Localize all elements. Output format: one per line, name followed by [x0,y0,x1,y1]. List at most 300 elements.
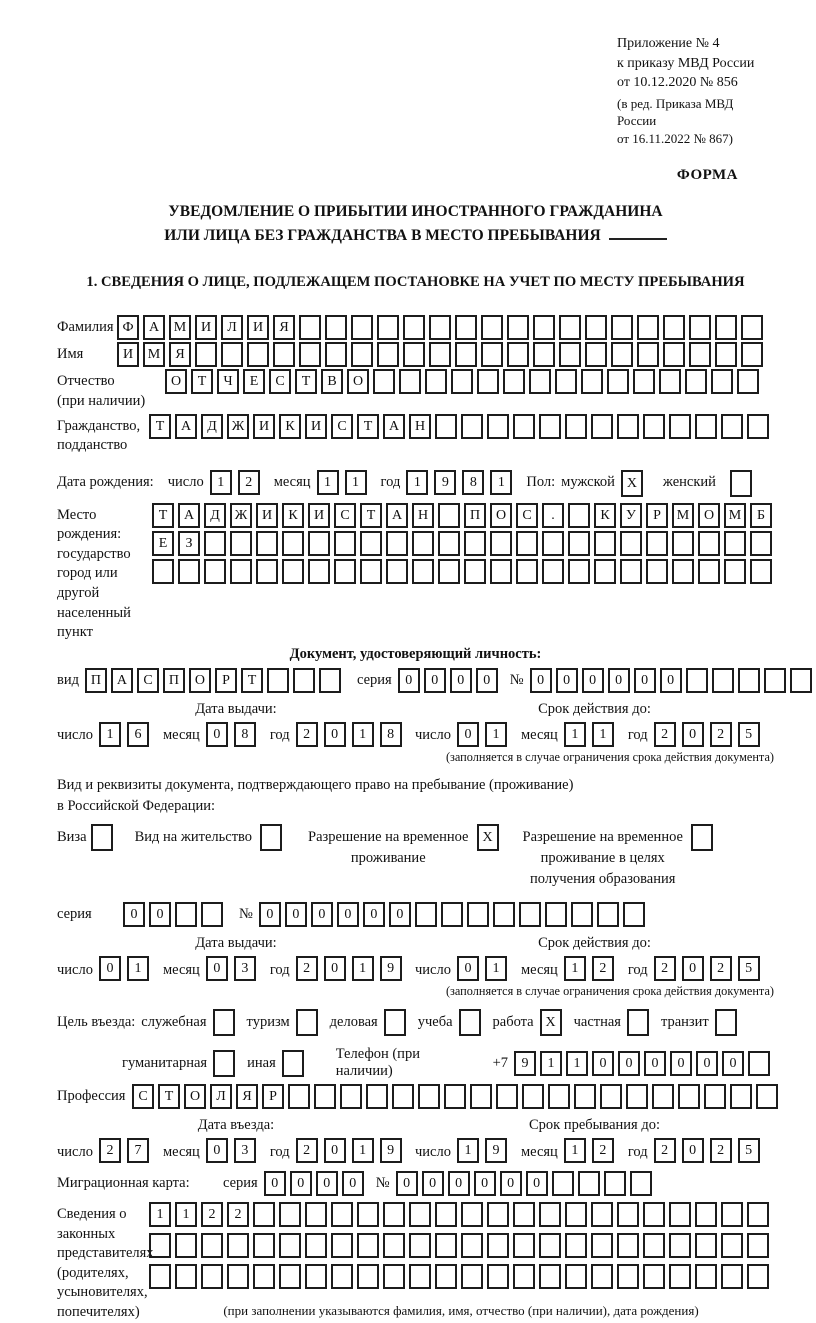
form-cell[interactable] [435,1233,457,1258]
purpose-humanitarian-checkbox[interactable] [213,1050,235,1077]
form-cell[interactable] [464,559,486,584]
form-cell[interactable] [663,342,685,367]
form-cell[interactable] [617,1264,639,1289]
digit-cell[interactable]: 0 [206,956,228,981]
form-cell[interactable] [643,414,665,439]
form-cell[interactable]: 1 [566,1051,588,1076]
form-cell[interactable]: О [184,1084,206,1109]
digit-cell[interactable]: 1 [564,956,586,981]
form-cell[interactable]: Д [201,414,223,439]
form-cell[interactable]: А [143,315,165,340]
digit-cell[interactable]: 1 [490,470,512,495]
form-cell[interactable] [438,531,460,556]
form-cell[interactable]: 0 [316,1171,338,1196]
form-cell[interactable] [585,342,607,367]
form-cell[interactable] [429,342,451,367]
digit-cell[interactable]: 0 [324,722,346,747]
form-cell[interactable]: 0 [422,1171,444,1196]
form-cell[interactable] [764,668,786,693]
form-cell[interactable] [646,531,668,556]
form-cell[interactable] [305,1202,327,1227]
form-cell[interactable] [305,1233,327,1258]
form-cell[interactable]: М [143,342,165,367]
form-cell[interactable] [594,559,616,584]
form-cell[interactable] [620,531,642,556]
digit-cell[interactable]: 2 [592,1138,614,1163]
digit-cell[interactable]: 0 [206,722,228,747]
form-cell[interactable] [747,414,769,439]
form-cell[interactable] [357,1264,379,1289]
form-cell[interactable] [383,1264,405,1289]
form-cell[interactable] [256,559,278,584]
digit-cell[interactable]: 0 [206,1138,228,1163]
form-cell[interactable] [643,1202,665,1227]
digit-cell[interactable]: 3 [234,1138,256,1163]
form-cell[interactable] [288,1084,310,1109]
form-cell[interactable] [565,414,587,439]
form-cell[interactable] [591,1264,613,1289]
form-cell[interactable]: И [308,503,330,528]
digit-cell[interactable]: 1 [564,722,586,747]
form-cell[interactable] [386,531,408,556]
form-cell[interactable]: 0 [337,902,359,927]
form-cell[interactable]: Ф [117,315,139,340]
form-cell[interactable] [571,902,593,927]
form-cell[interactable] [704,1084,726,1109]
form-cell[interactable]: 0 [450,668,472,693]
form-cell[interactable]: К [594,503,616,528]
form-cell[interactable] [386,559,408,584]
form-cell[interactable] [730,1084,752,1109]
digit-cell[interactable]: 2 [710,956,732,981]
form-cell[interactable]: И [247,315,269,340]
form-cell[interactable] [403,342,425,367]
form-cell[interactable] [756,1084,778,1109]
form-cell[interactable]: М [169,315,191,340]
digit-cell[interactable]: 0 [682,1138,704,1163]
form-cell[interactable] [591,1202,613,1227]
form-cell[interactable] [441,902,463,927]
form-cell[interactable]: 0 [556,668,578,693]
form-cell[interactable] [652,1084,674,1109]
form-cell[interactable] [637,315,659,340]
digit-cell[interactable]: 7 [127,1138,149,1163]
form-cell[interactable] [340,1084,362,1109]
form-cell[interactable] [747,1233,769,1258]
form-cell[interactable]: И [117,342,139,367]
form-cell[interactable] [559,342,581,367]
form-cell[interactable] [643,1264,665,1289]
form-cell[interactable]: О [490,503,512,528]
form-cell[interactable]: М [724,503,746,528]
form-cell[interactable]: 1 [540,1051,562,1076]
form-cell[interactable] [591,414,613,439]
digit-cell[interactable]: 0 [99,956,121,981]
sex-male-checkbox[interactable]: X [621,470,643,497]
form-cell[interactable]: 0 [311,902,333,927]
form-cell[interactable] [299,342,321,367]
form-cell[interactable] [477,369,499,394]
form-cell[interactable] [669,1264,691,1289]
form-cell[interactable] [565,1202,587,1227]
form-cell[interactable] [461,1264,483,1289]
form-cell[interactable] [293,668,315,693]
form-cell[interactable] [552,1171,574,1196]
digit-cell[interactable]: 2 [654,1138,676,1163]
form-cell[interactable]: 0 [363,902,385,927]
form-cell[interactable]: Д [204,503,226,528]
form-cell[interactable] [507,342,529,367]
form-cell[interactable] [377,315,399,340]
form-cell[interactable]: 0 [264,1171,286,1196]
form-cell[interactable] [698,531,720,556]
digit-cell[interactable]: 2 [710,722,732,747]
form-cell[interactable] [617,1233,639,1258]
form-cell[interactable] [568,531,590,556]
form-cell[interactable] [669,1233,691,1258]
form-cell[interactable] [522,1084,544,1109]
form-cell[interactable] [533,315,555,340]
form-cell[interactable] [503,369,525,394]
form-cell[interactable]: 0 [530,668,552,693]
purpose-official-checkbox[interactable] [213,1009,235,1036]
digit-cell[interactable]: 1 [345,470,367,495]
form-cell[interactable] [646,559,668,584]
form-cell[interactable]: И [305,414,327,439]
form-cell[interactable] [747,1264,769,1289]
form-cell[interactable] [481,342,503,367]
form-cell[interactable] [565,1233,587,1258]
form-cell[interactable] [513,1264,535,1289]
digit-cell[interactable]: 9 [380,956,402,981]
form-cell[interactable] [461,1233,483,1258]
form-cell[interactable]: С [516,503,538,528]
form-cell[interactable] [409,1264,431,1289]
form-cell[interactable] [314,1084,336,1109]
form-cell[interactable]: 1 [175,1202,197,1227]
form-cell[interactable] [516,559,538,584]
form-cell[interactable]: О [189,668,211,693]
form-cell[interactable] [319,668,341,693]
form-cell[interactable] [308,531,330,556]
form-cell[interactable]: 0 [285,902,307,927]
form-cell[interactable] [513,414,535,439]
form-cell[interactable] [585,315,607,340]
form-cell[interactable] [227,1233,249,1258]
temporary-residence-education-checkbox[interactable] [691,824,713,851]
digit-cell[interactable]: 1 [352,956,374,981]
form-cell[interactable] [695,1264,717,1289]
form-cell[interactable]: Т [152,503,174,528]
form-cell[interactable] [750,531,772,556]
form-cell[interactable] [721,1233,743,1258]
form-cell[interactable] [175,902,197,927]
form-cell[interactable]: 0 [670,1051,692,1076]
purpose-other-checkbox[interactable] [282,1050,304,1077]
form-cell[interactable]: А [383,414,405,439]
form-cell[interactable] [539,1233,561,1258]
digit-cell[interactable]: 0 [324,956,346,981]
form-cell[interactable] [695,414,717,439]
form-cell[interactable] [724,531,746,556]
form-cell[interactable] [490,531,512,556]
digit-cell[interactable]: 2 [99,1138,121,1163]
digit-cell[interactable]: 2 [238,470,260,495]
form-cell[interactable] [487,414,509,439]
form-cell[interactable] [357,1233,379,1258]
digit-cell[interactable]: 0 [324,1138,346,1163]
digit-cell[interactable]: 1 [317,470,339,495]
form-cell[interactable]: 0 [396,1171,418,1196]
form-cell[interactable] [403,315,425,340]
form-cell[interactable] [568,559,590,584]
digit-cell[interactable]: 2 [592,956,614,981]
digit-cell[interactable]: 1 [352,722,374,747]
form-cell[interactable] [626,1084,648,1109]
form-cell[interactable] [611,342,633,367]
form-cell[interactable]: Р [262,1084,284,1109]
form-cell[interactable]: 0 [398,668,420,693]
form-cell[interactable]: Я [236,1084,258,1109]
form-cell[interactable] [721,414,743,439]
form-cell[interactable] [383,1233,405,1258]
visa-checkbox[interactable] [91,824,113,851]
form-cell[interactable]: К [279,414,301,439]
form-cell[interactable] [282,559,304,584]
form-cell[interactable]: Б [750,503,772,528]
form-cell[interactable] [487,1264,509,1289]
form-cell[interactable] [737,369,759,394]
form-cell[interactable] [373,369,395,394]
form-cell[interactable]: С [331,414,353,439]
form-cell[interactable]: 0 [634,668,656,693]
form-cell[interactable] [325,342,347,367]
form-cell[interactable] [201,1233,223,1258]
form-cell[interactable] [412,531,434,556]
form-cell[interactable] [204,531,226,556]
form-cell[interactable]: С [137,668,159,693]
form-cell[interactable]: 0 [526,1171,548,1196]
form-cell[interactable] [331,1233,353,1258]
digit-cell[interactable]: 9 [485,1138,507,1163]
form-cell[interactable] [507,315,529,340]
form-cell[interactable]: Т [149,414,171,439]
form-cell[interactable]: И [256,503,278,528]
form-cell[interactable] [334,559,356,584]
form-cell[interactable]: О [698,503,720,528]
form-cell[interactable] [715,315,737,340]
form-cell[interactable] [741,342,763,367]
form-cell[interactable]: 0 [608,668,630,693]
form-cell[interactable] [230,531,252,556]
form-cell[interactable]: В [321,369,343,394]
form-cell[interactable]: А [386,503,408,528]
form-cell[interactable] [429,315,451,340]
digit-cell[interactable]: 1 [99,722,121,747]
form-cell[interactable] [698,559,720,584]
form-cell[interactable] [279,1233,301,1258]
form-cell[interactable] [360,559,382,584]
digit-cell[interactable]: 0 [457,956,479,981]
form-cell[interactable] [542,559,564,584]
form-cell[interactable] [334,531,356,556]
form-cell[interactable] [325,315,347,340]
form-cell[interactable]: С [334,503,356,528]
form-cell[interactable] [513,1202,535,1227]
digit-cell[interactable]: 6 [127,722,149,747]
form-cell[interactable] [438,559,460,584]
form-cell[interactable] [750,559,772,584]
form-cell[interactable]: А [175,414,197,439]
form-cell[interactable] [637,342,659,367]
digit-cell[interactable]: 1 [210,470,232,495]
form-cell[interactable]: Е [152,531,174,556]
temporary-residence-checkbox[interactable]: X [477,824,499,851]
form-cell[interactable] [741,315,763,340]
form-cell[interactable]: . [542,503,564,528]
digit-cell[interactable]: 2 [296,956,318,981]
form-cell[interactable] [331,1202,353,1227]
purpose-study-checkbox[interactable] [459,1009,481,1036]
digit-cell[interactable]: 2 [654,956,676,981]
form-cell[interactable]: 0 [500,1171,522,1196]
form-cell[interactable] [360,531,382,556]
digit-cell[interactable]: 0 [682,956,704,981]
form-cell[interactable]: Т [295,369,317,394]
form-cell[interactable] [308,559,330,584]
form-cell[interactable]: 0 [618,1051,640,1076]
form-cell[interactable] [305,1264,327,1289]
form-cell[interactable]: 0 [149,902,171,927]
sex-female-checkbox[interactable] [730,470,752,497]
form-cell[interactable] [392,1084,414,1109]
form-cell[interactable]: И [195,315,217,340]
form-cell[interactable] [351,342,373,367]
form-cell[interactable] [267,668,289,693]
form-cell[interactable]: Т [360,503,382,528]
form-cell[interactable] [617,414,639,439]
form-cell[interactable] [748,1051,770,1076]
form-cell[interactable] [487,1233,509,1258]
form-cell[interactable] [383,1202,405,1227]
form-cell[interactable]: Ж [227,414,249,439]
digit-cell[interactable]: 5 [738,956,760,981]
form-cell[interactable] [253,1233,275,1258]
residence-permit-checkbox[interactable] [260,824,282,851]
form-cell[interactable] [695,1233,717,1258]
form-cell[interactable]: 0 [582,668,604,693]
form-cell[interactable] [230,559,252,584]
digit-cell[interactable]: 2 [654,722,676,747]
form-cell[interactable] [659,369,681,394]
digit-cell[interactable]: 1 [592,722,614,747]
form-cell[interactable] [533,342,555,367]
digit-cell[interactable]: 5 [738,1138,760,1163]
form-cell[interactable] [669,1202,691,1227]
form-cell[interactable]: Е [243,369,265,394]
purpose-private-checkbox[interactable] [627,1009,649,1036]
form-cell[interactable] [555,369,577,394]
digit-cell[interactable]: 1 [406,470,428,495]
form-cell[interactable] [620,559,642,584]
form-cell[interactable]: 0 [592,1051,614,1076]
digit-cell[interactable]: 5 [738,722,760,747]
purpose-tourism-checkbox[interactable] [296,1009,318,1036]
form-cell[interactable] [435,414,457,439]
form-cell[interactable] [643,1233,665,1258]
form-cell[interactable] [689,315,711,340]
form-cell[interactable]: А [178,503,200,528]
form-cell[interactable] [149,1264,171,1289]
form-cell[interactable] [529,369,551,394]
digit-cell[interactable]: 1 [352,1138,374,1163]
form-cell[interactable] [366,1084,388,1109]
form-cell[interactable] [435,1202,457,1227]
form-cell[interactable] [633,369,655,394]
form-cell[interactable] [559,315,581,340]
form-cell[interactable] [470,1084,492,1109]
form-cell[interactable] [227,1264,249,1289]
form-cell[interactable] [695,1202,717,1227]
form-cell[interactable] [539,1264,561,1289]
form-cell[interactable]: Я [273,315,295,340]
form-cell[interactable] [545,902,567,927]
digit-cell[interactable]: 1 [485,722,507,747]
form-cell[interactable]: Т [191,369,213,394]
form-cell[interactable]: А [111,668,133,693]
form-cell[interactable] [253,1202,275,1227]
form-cell[interactable] [195,342,217,367]
form-cell[interactable] [630,1171,652,1196]
form-cell[interactable] [790,668,812,693]
form-cell[interactable]: О [347,369,369,394]
form-cell[interactable] [686,668,708,693]
form-cell[interactable]: 0 [644,1051,666,1076]
purpose-transit-checkbox[interactable] [715,1009,737,1036]
form-cell[interactable] [201,902,223,927]
digit-cell[interactable]: 8 [234,722,256,747]
form-cell[interactable] [282,531,304,556]
form-cell[interactable]: 0 [259,902,281,927]
digit-cell[interactable]: 0 [457,722,479,747]
form-cell[interactable] [581,369,603,394]
form-cell[interactable]: 0 [660,668,682,693]
digit-cell[interactable]: 8 [462,470,484,495]
form-cell[interactable]: 0 [476,668,498,693]
form-cell[interactable] [678,1084,700,1109]
form-cell[interactable] [461,1202,483,1227]
form-cell[interactable] [591,1233,613,1258]
form-cell[interactable]: М [672,503,694,528]
form-cell[interactable] [594,531,616,556]
form-cell[interactable]: Т [158,1084,180,1109]
form-cell[interactable] [221,342,243,367]
form-cell[interactable] [438,503,460,528]
digit-cell[interactable]: 1 [485,956,507,981]
form-cell[interactable] [149,1233,171,1258]
form-cell[interactable] [513,1233,535,1258]
form-cell[interactable] [399,369,421,394]
form-cell[interactable]: Н [412,503,434,528]
form-cell[interactable] [574,1084,596,1109]
form-cell[interactable] [412,559,434,584]
form-cell[interactable] [409,1202,431,1227]
form-cell[interactable] [425,369,447,394]
form-cell[interactable] [519,902,541,927]
form-cell[interactable]: Ж [230,503,252,528]
form-cell[interactable]: И [253,414,275,439]
form-cell[interactable] [481,315,503,340]
